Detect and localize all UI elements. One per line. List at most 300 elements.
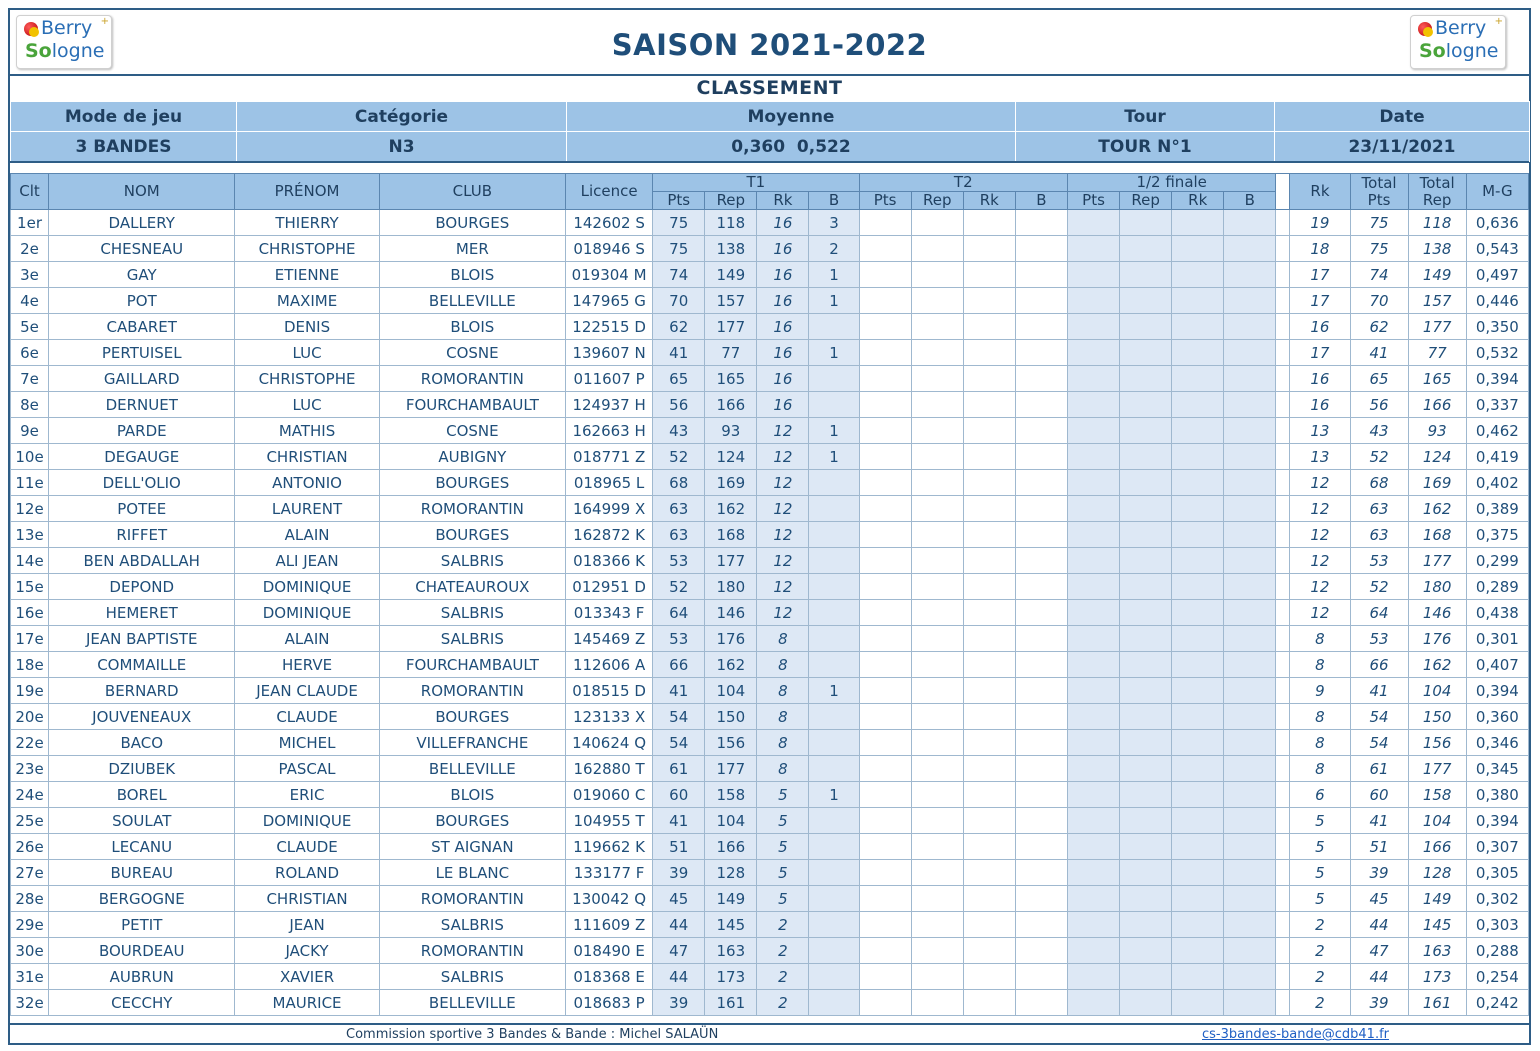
rank-cell: 7e (11, 366, 49, 392)
total-rep-cell: 149 (1408, 886, 1466, 912)
table-row (11, 314, 1529, 340)
t1-rep-cell: 177 (705, 756, 757, 782)
total-rep-cell: 104 (1408, 808, 1466, 834)
club-cell: ROMORANTIN (379, 496, 565, 522)
total-rep-cell: 93 (1408, 418, 1466, 444)
mg-cell: 0,446 (1466, 288, 1528, 314)
t1-b-cell (809, 756, 859, 782)
club-cell: FOURCHAMBAULT (379, 652, 565, 678)
total-pts-cell: 47 (1350, 938, 1408, 964)
mg-cell: 0,375 (1466, 522, 1528, 548)
half-pts-cell (1067, 886, 1119, 912)
t1-rk-cell: 12 (757, 496, 809, 522)
t2-b-cell (1015, 808, 1067, 834)
half-rk-cell (1172, 834, 1224, 860)
logo-plus-mark: + (100, 16, 109, 27)
t2-b-cell (1015, 548, 1067, 574)
half-rep-cell (1120, 574, 1172, 600)
table-row (11, 600, 1529, 626)
half-rk-cell (1172, 808, 1224, 834)
prenom-cell: CLAUDE (235, 704, 379, 730)
total-pts-cell: 75 (1350, 236, 1408, 262)
t2-rep-cell (911, 912, 963, 938)
half-rk-cell (1172, 730, 1224, 756)
club-cell: CHATEAUROUX (379, 574, 565, 600)
club-cell: SALBRIS (379, 626, 565, 652)
t2-rk-cell (963, 860, 1015, 886)
mg-cell: 0,289 (1466, 574, 1528, 600)
total-pts-cell: 41 (1350, 808, 1408, 834)
rank-cell: 32e (11, 990, 49, 1016)
total-rep-cell: 162 (1408, 652, 1466, 678)
rk-total-cell: 12 (1290, 548, 1350, 574)
t1-rk-cell: 16 (757, 314, 809, 340)
t1-pts-cell: 75 (653, 236, 705, 262)
t2-pts-cell (859, 392, 911, 418)
rk-total-cell: 5 (1290, 834, 1350, 860)
half-pts-cell (1067, 548, 1119, 574)
divider (10, 1017, 1529, 1025)
t2-pts-cell (859, 652, 911, 678)
half-b-cell (1224, 444, 1276, 470)
t2-rk-cell (963, 574, 1015, 600)
rank-cell: 1er (11, 210, 49, 236)
rk-total-cell: 16 (1290, 314, 1350, 340)
prenom-cell: CHRISTIAN (235, 886, 379, 912)
col-t2-rep: Rep (911, 192, 963, 210)
logo-text-berry: Berry (1435, 17, 1487, 39)
page-header (10, 10, 1529, 76)
col-prenom: PRÉNOM (235, 174, 379, 210)
nom-cell: DZIUBEK (49, 756, 235, 782)
t1-rk-cell: 5 (757, 808, 809, 834)
rk-total-cell: 16 (1290, 392, 1350, 418)
t2-rk-cell (963, 704, 1015, 730)
t1-rep-cell: 177 (705, 314, 757, 340)
table-row (11, 990, 1529, 1016)
t2-pts-cell (859, 548, 911, 574)
prenom-cell: CHRISTIAN (235, 444, 379, 470)
prenom-cell: ERIC (235, 782, 379, 808)
t2-rep-cell (911, 938, 963, 964)
rank-cell: 30e (11, 938, 49, 964)
half-rep-cell (1120, 600, 1172, 626)
rk-total-cell: 17 (1290, 262, 1350, 288)
half-pts-cell (1067, 782, 1119, 808)
t1-b-cell (809, 652, 859, 678)
total-rep-cell: 177 (1408, 756, 1466, 782)
t2-b-cell (1015, 860, 1067, 886)
t1-b-cell (809, 470, 859, 496)
licence-cell: 162872 K (566, 522, 653, 548)
t1-pts-cell: 64 (653, 600, 705, 626)
column-separator (1276, 938, 1290, 964)
licence-cell: 018490 E (566, 938, 653, 964)
rank-cell: 18e (11, 652, 49, 678)
t2-pts-cell (859, 678, 911, 704)
t2-rk-cell (963, 262, 1015, 288)
col-t1-pts: Pts (653, 192, 705, 210)
logo-text-sologne: Sologne (1419, 40, 1499, 62)
t1-b-cell (809, 964, 859, 990)
t1-rk-cell: 8 (757, 704, 809, 730)
value-mode-de-jeu: 3 BANDES (11, 132, 237, 162)
rank-cell: 26e (11, 834, 49, 860)
half-rep-cell (1120, 392, 1172, 418)
table-row (11, 626, 1529, 652)
t1-rep-cell: 150 (705, 704, 757, 730)
column-separator (1276, 834, 1290, 860)
half-rk-cell (1172, 964, 1224, 990)
table-row (11, 470, 1529, 496)
half-pts-cell (1067, 314, 1119, 340)
licence-cell: 012951 D (566, 574, 653, 600)
licence-cell: 019304 M (566, 262, 653, 288)
nom-cell: JOUVENEAUX (49, 704, 235, 730)
rank-cell: 15e (11, 574, 49, 600)
club-cell: BOURGES (379, 470, 565, 496)
t2-rep-cell (911, 522, 963, 548)
t1-pts-cell: 43 (653, 418, 705, 444)
total-rep-cell: 163 (1408, 938, 1466, 964)
t1-rep-cell: 138 (705, 236, 757, 262)
t1-rk-cell: 12 (757, 418, 809, 444)
club-cell: BLOIS (379, 262, 565, 288)
nom-cell: DALLERY (49, 210, 235, 236)
t2-rk-cell (963, 444, 1015, 470)
t2-rep-cell (911, 626, 963, 652)
col-licence: Licence (566, 174, 653, 210)
t1-rk-cell: 2 (757, 964, 809, 990)
licence-cell: 018683 P (566, 990, 653, 1016)
prenom-cell: ANTONIO (235, 470, 379, 496)
half-pts-cell (1067, 340, 1119, 366)
t2-rep-cell (911, 444, 963, 470)
t1-b-cell (809, 522, 859, 548)
t1-rk-cell: 8 (757, 626, 809, 652)
club-cell: ROMORANTIN (379, 938, 565, 964)
t1-rk-cell: 12 (757, 600, 809, 626)
t1-pts-cell: 65 (653, 366, 705, 392)
half-rk-cell (1172, 210, 1224, 236)
nom-cell: CABARET (49, 314, 235, 340)
club-cell: COSNE (379, 418, 565, 444)
column-separator (1276, 288, 1290, 314)
col-half-rk: Rk (1172, 192, 1224, 210)
berry-sologne-logo-right (1410, 15, 1506, 69)
half-rk-cell (1172, 418, 1224, 444)
half-pts-cell (1067, 366, 1119, 392)
nom-cell: COMMAILLE (49, 652, 235, 678)
mg-cell: 0,394 (1466, 678, 1528, 704)
half-rk-cell (1172, 860, 1224, 886)
t2-b-cell (1015, 990, 1067, 1016)
mg-cell: 0,350 (1466, 314, 1528, 340)
total-rep-cell: 158 (1408, 782, 1466, 808)
mg-cell: 0,402 (1466, 470, 1528, 496)
t1-rk-cell: 16 (757, 262, 809, 288)
mg-cell: 0,345 (1466, 756, 1528, 782)
column-separator (1276, 652, 1290, 678)
half-b-cell (1224, 262, 1276, 288)
club-cell: ROMORANTIN (379, 886, 565, 912)
mg-cell: 0,346 (1466, 730, 1528, 756)
nom-cell: PETIT (49, 912, 235, 938)
col-club: CLUB (379, 174, 565, 210)
rk-total-cell: 9 (1290, 678, 1350, 704)
mg-cell: 0,360 (1466, 704, 1528, 730)
t2-rep-cell (911, 470, 963, 496)
col-half-rep: Rep (1120, 192, 1172, 210)
table-row (11, 548, 1529, 574)
t2-rk-cell (963, 964, 1015, 990)
rank-cell: 9e (11, 418, 49, 444)
t1-b-cell (809, 938, 859, 964)
club-cell: BOURGES (379, 808, 565, 834)
total-pts-cell: 62 (1350, 314, 1408, 340)
t2-b-cell (1015, 912, 1067, 938)
total-rep-cell: 166 (1408, 392, 1466, 418)
table-row (11, 886, 1529, 912)
club-cell: ROMORANTIN (379, 366, 565, 392)
licence-cell: 018515 D (566, 678, 653, 704)
t1-rep-cell: 173 (705, 964, 757, 990)
licence-cell: 018366 K (566, 548, 653, 574)
half-pts-cell (1067, 418, 1119, 444)
rank-cell: 19e (11, 678, 49, 704)
half-b-cell (1224, 418, 1276, 444)
t1-pts-cell: 39 (653, 860, 705, 886)
t1-b-cell (809, 912, 859, 938)
t2-rep-cell (911, 756, 963, 782)
half-rep-cell (1120, 236, 1172, 262)
table-row (11, 652, 1529, 678)
t2-rk-cell (963, 366, 1015, 392)
column-separator (1276, 314, 1290, 340)
half-rep-cell (1120, 418, 1172, 444)
column-separator (1276, 912, 1290, 938)
half-rep-cell (1120, 366, 1172, 392)
table-header-row-1 (11, 174, 1529, 192)
col-t1-b: B (809, 192, 859, 210)
nom-cell: BEN ABDALLAH (49, 548, 235, 574)
prenom-cell: LUC (235, 340, 379, 366)
t2-pts-cell (859, 470, 911, 496)
t1-b-cell: 3 (809, 210, 859, 236)
t2-b-cell (1015, 730, 1067, 756)
half-pts-cell (1067, 990, 1119, 1016)
club-cell: COSNE (379, 340, 565, 366)
column-separator (1276, 236, 1290, 262)
half-b-cell (1224, 912, 1276, 938)
t2-b-cell (1015, 470, 1067, 496)
t1-pts-cell: 44 (653, 964, 705, 990)
t2-b-cell (1015, 626, 1067, 652)
t2-pts-cell (859, 574, 911, 600)
half-rep-cell (1120, 756, 1172, 782)
total-rep-cell: 150 (1408, 704, 1466, 730)
t2-b-cell (1015, 964, 1067, 990)
prenom-cell: MATHIS (235, 418, 379, 444)
value-tour: TOUR N°1 (1016, 132, 1275, 162)
t2-rk-cell (963, 626, 1015, 652)
club-cell: AUBIGNY (379, 444, 565, 470)
club-cell: SALBRIS (379, 912, 565, 938)
col-half-b: B (1224, 192, 1276, 210)
half-pts-cell (1067, 938, 1119, 964)
t1-pts-cell: 54 (653, 704, 705, 730)
rank-cell: 4e (11, 288, 49, 314)
total-rep-cell: 162 (1408, 496, 1466, 522)
half-pts-cell (1067, 834, 1119, 860)
half-pts-cell (1067, 496, 1119, 522)
footer-email-link[interactable]: cs-3bandes-bande@cdb41.fr (1202, 1027, 1390, 1042)
t2-pts-cell (859, 912, 911, 938)
t2-rep-cell (911, 834, 963, 860)
t2-pts-cell (859, 444, 911, 470)
t2-rep-cell (911, 288, 963, 314)
rk-total-cell: 2 (1290, 938, 1350, 964)
rank-cell: 23e (11, 756, 49, 782)
t2-pts-cell (859, 756, 911, 782)
t2-rk-cell (963, 782, 1015, 808)
t1-b-cell: 2 (809, 236, 859, 262)
prenom-cell: DOMINIQUE (235, 574, 379, 600)
mg-cell: 0,302 (1466, 886, 1528, 912)
prenom-cell: JEAN (235, 912, 379, 938)
total-pts-cell: 75 (1350, 210, 1408, 236)
total-pts-cell: 43 (1350, 418, 1408, 444)
table-row (11, 678, 1529, 704)
value-moyenne: 0,360 0,522 (567, 132, 1016, 162)
t2-pts-cell (859, 522, 911, 548)
mg-cell: 0,288 (1466, 938, 1528, 964)
half-pts-cell (1067, 808, 1119, 834)
t1-rep-cell: 77 (705, 340, 757, 366)
t1-rep-cell: 166 (705, 834, 757, 860)
t1-b-cell (809, 886, 859, 912)
total-rep-cell: 176 (1408, 626, 1466, 652)
footer-commission-text: Commission sportive 3 Bandes & Bande : Michel SALAÜN (346, 1027, 719, 1042)
t1-rk-cell: 2 (757, 938, 809, 964)
rk-total-cell: 2 (1290, 990, 1350, 1016)
club-cell: BELLEVILLE (379, 756, 565, 782)
half-b-cell (1224, 990, 1276, 1016)
t2-rk-cell (963, 938, 1015, 964)
nom-cell: BACO (49, 730, 235, 756)
t1-rk-cell: 16 (757, 210, 809, 236)
table-row (11, 340, 1529, 366)
t2-rk-cell (963, 652, 1015, 678)
t1-rk-cell: 12 (757, 548, 809, 574)
ranking-table-body (11, 210, 1529, 1016)
club-cell: BOURGES (379, 522, 565, 548)
t2-b-cell (1015, 938, 1067, 964)
t2-pts-cell (859, 626, 911, 652)
logo-text-berry: Berry (41, 17, 93, 39)
mg-cell: 0,543 (1466, 236, 1528, 262)
t1-b-cell (809, 496, 859, 522)
column-separator (1276, 600, 1290, 626)
mg-cell: 0,337 (1466, 392, 1528, 418)
t2-rep-cell (911, 730, 963, 756)
column-separator (1276, 210, 1290, 236)
t1-rep-cell: 118 (705, 210, 757, 236)
total-rep-cell: 124 (1408, 444, 1466, 470)
half-b-cell (1224, 704, 1276, 730)
t2-rk-cell (963, 496, 1015, 522)
rk-total-cell: 17 (1290, 340, 1350, 366)
mg-cell: 0,301 (1466, 626, 1528, 652)
col-t1-rk: Rk (757, 192, 809, 210)
nom-cell: CHESNEAU (49, 236, 235, 262)
t2-rk-cell (963, 288, 1015, 314)
half-rk-cell (1172, 548, 1224, 574)
half-pts-cell (1067, 626, 1119, 652)
col-rk-total: Rk (1290, 174, 1350, 210)
t2-b-cell (1015, 886, 1067, 912)
prenom-cell: ALAIN (235, 522, 379, 548)
half-pts-cell (1067, 652, 1119, 678)
licence-cell: 013343 F (566, 600, 653, 626)
table-row (11, 236, 1529, 262)
table-row (11, 288, 1529, 314)
half-rep-cell (1120, 808, 1172, 834)
rank-cell: 11e (11, 470, 49, 496)
t2-b-cell (1015, 834, 1067, 860)
t1-rk-cell: 16 (757, 236, 809, 262)
mg-cell: 0,242 (1466, 990, 1528, 1016)
total-rep-cell: 128 (1408, 860, 1466, 886)
mg-cell: 0,462 (1466, 418, 1528, 444)
half-rep-cell (1120, 964, 1172, 990)
half-pts-cell (1067, 236, 1119, 262)
half-rk-cell (1172, 782, 1224, 808)
licence-cell: 112606 A (566, 652, 653, 678)
t2-rep-cell (911, 886, 963, 912)
t2-b-cell (1015, 756, 1067, 782)
licence-cell: 018771 Z (566, 444, 653, 470)
half-pts-cell (1067, 704, 1119, 730)
total-pts-cell: 41 (1350, 678, 1408, 704)
prenom-cell: XAVIER (235, 964, 379, 990)
t2-b-cell (1015, 782, 1067, 808)
t1-rep-cell: 146 (705, 600, 757, 626)
half-rep-cell (1120, 262, 1172, 288)
rank-cell: 20e (11, 704, 49, 730)
t1-pts-cell: 41 (653, 808, 705, 834)
t1-rk-cell: 16 (757, 288, 809, 314)
t2-b-cell (1015, 314, 1067, 340)
t1-pts-cell: 47 (653, 938, 705, 964)
column-separator (1276, 418, 1290, 444)
t2-rep-cell (911, 548, 963, 574)
value-date: 23/11/2021 (1275, 132, 1530, 162)
total-pts-cell: 60 (1350, 782, 1408, 808)
half-pts-cell (1067, 964, 1119, 990)
t2-pts-cell (859, 496, 911, 522)
mg-cell: 0,497 (1466, 262, 1528, 288)
prenom-cell: MICHEL (235, 730, 379, 756)
mg-cell: 0,394 (1466, 366, 1528, 392)
t1-rep-cell: 149 (705, 262, 757, 288)
nom-cell: SOULAT (49, 808, 235, 834)
half-b-cell (1224, 210, 1276, 236)
total-pts-cell: 44 (1350, 912, 1408, 938)
half-b-cell (1224, 834, 1276, 860)
nom-cell: RIFFET (49, 522, 235, 548)
column-separator (1276, 522, 1290, 548)
